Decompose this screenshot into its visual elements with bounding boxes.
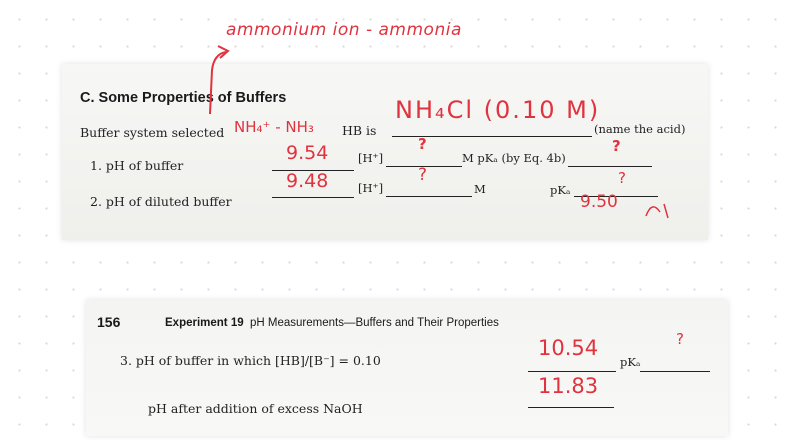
ph-of-diluted-buffer-label: 2. pH of diluted buffer: [90, 194, 232, 209]
handwritten-acid-name: NH₄Cl (0.10 M): [395, 96, 601, 124]
h-plus-label-2: [H⁺]: [358, 181, 384, 195]
experiment-title: Experiment 19: [165, 317, 244, 329]
experiment-subtitle: pH Measurements—Buffers and Their Properties: [250, 317, 499, 329]
handwritten-question-mark: ?: [676, 330, 684, 348]
hb-is-label: HB is: [342, 123, 377, 138]
handwritten-question-mark: ?: [618, 169, 626, 187]
handwritten-annotation: ammonium ion - ammonia: [226, 20, 462, 40]
section-title: C. Some Properties of Buffers: [80, 90, 287, 106]
handwritten-ph-naoh: 11.83: [538, 374, 599, 398]
molar-unit-label: M: [474, 182, 486, 196]
handwritten-pka-value: 9.50: [580, 192, 618, 212]
handwritten-ph-ratio-buffer: 10.54: [538, 336, 599, 360]
handwritten-question-mark: ?: [612, 137, 621, 155]
handwritten-ph-buffer: 9.54: [286, 142, 329, 164]
handwritten-ph-diluted: 9.48: [286, 170, 329, 192]
buffer-system-label: Buffer system selected: [80, 125, 225, 140]
handwritten-question-mark: ?: [418, 135, 427, 153]
m-pka-eq-label: M pKₐ (by Eq. 4b): [462, 151, 566, 165]
ph-after-naoh-label: pH after addition of excess NaOH: [148, 401, 363, 416]
handwritten-scribble: [646, 204, 668, 218]
page-number: 156: [97, 314, 121, 330]
handwritten-question-mark: ?: [418, 165, 428, 185]
ph-ratio-buffer-label: 3. pH of buffer in which [HB]/[B⁻] = 0.10: [120, 353, 381, 368]
handwritten-buffer-species: NH₄⁺ - NH₃: [234, 118, 314, 136]
pka-label-3: pKₐ: [620, 355, 641, 369]
h-plus-label: [H⁺]: [358, 151, 384, 165]
pka-label: pKₐ: [550, 183, 571, 197]
pointer-arrow: [210, 52, 226, 114]
ph-of-buffer-label: 1. pH of buffer: [90, 158, 184, 173]
name-acid-label: (name the acid): [594, 122, 686, 136]
